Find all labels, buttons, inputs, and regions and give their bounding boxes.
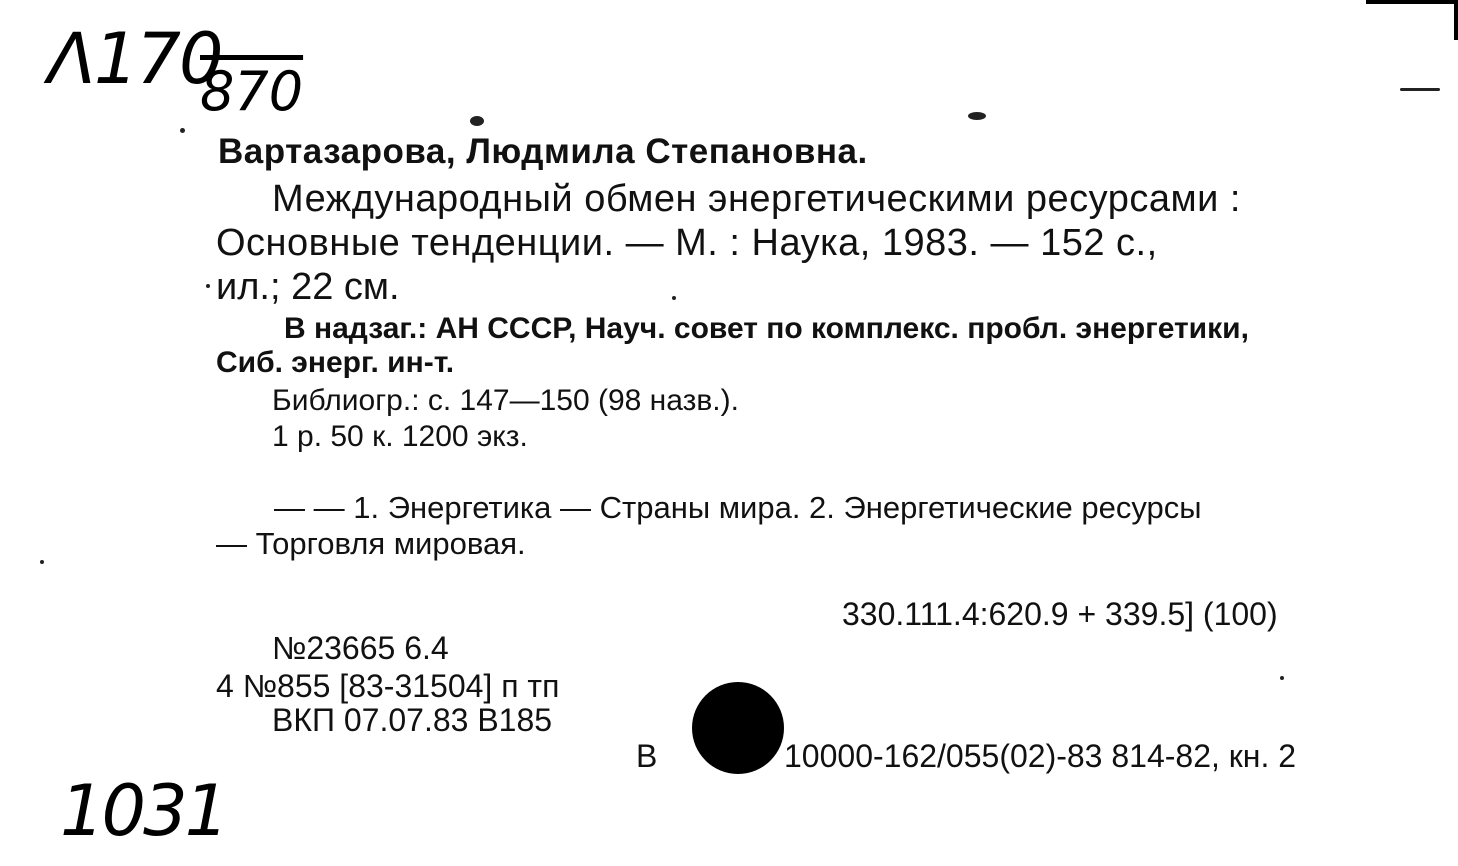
speck xyxy=(968,112,986,120)
corner-mark xyxy=(1454,0,1458,40)
subject-line: — — 1. Энергетика — Страны мира. 2. Энергетические ресурсы xyxy=(274,490,1202,525)
record-number: 4 №855 [83-31504] п тп xyxy=(216,668,560,704)
speck xyxy=(470,116,484,126)
handwritten-shelf-mark: Λ170 xyxy=(48,18,222,100)
speck xyxy=(1280,676,1284,680)
note-line: В надзаг.: АН СССР, Науч. совет по комплекс. пробл. энергетики, xyxy=(284,312,1249,345)
classification-index: 330.111.4:620.9 + 339.5] (100) xyxy=(842,596,1278,632)
speck xyxy=(180,128,185,133)
title-line: ил.; 22 см. xyxy=(216,266,400,308)
publication-code: 10000-162/055(02)-83 814-82, кн. 2 xyxy=(784,738,1297,774)
price-and-run: 1 р. 50 к. 1200 экз. xyxy=(272,420,528,453)
handwritten-number: 1031 xyxy=(60,770,227,852)
speck xyxy=(206,284,210,288)
speck xyxy=(1400,88,1440,91)
code-prefix: В xyxy=(636,738,658,774)
ink-blot xyxy=(692,682,784,774)
record-number: ВКП 07.07.83 В185 xyxy=(272,702,553,738)
note-line: Сиб. энерг. ин-т. xyxy=(216,346,455,379)
bibliography: Библиогр.: с. 147—150 (98 назв.). xyxy=(272,384,739,417)
corner-mark xyxy=(1366,0,1458,4)
title-line: Основные тенденции. — М. : Наука, 1983. — 152 с., xyxy=(216,222,1158,264)
record-number: №23665 6.4 xyxy=(272,630,449,666)
author: Вартазарова, Людмила Степановна. xyxy=(218,132,868,171)
title-line: Международный обмен энергетическими ресурсами : xyxy=(272,178,1241,220)
speck xyxy=(40,560,44,564)
subject-line: — Торговля мировая. xyxy=(216,526,526,561)
speck xyxy=(672,296,676,300)
handwritten-shelf-sub: 870 xyxy=(200,60,304,123)
